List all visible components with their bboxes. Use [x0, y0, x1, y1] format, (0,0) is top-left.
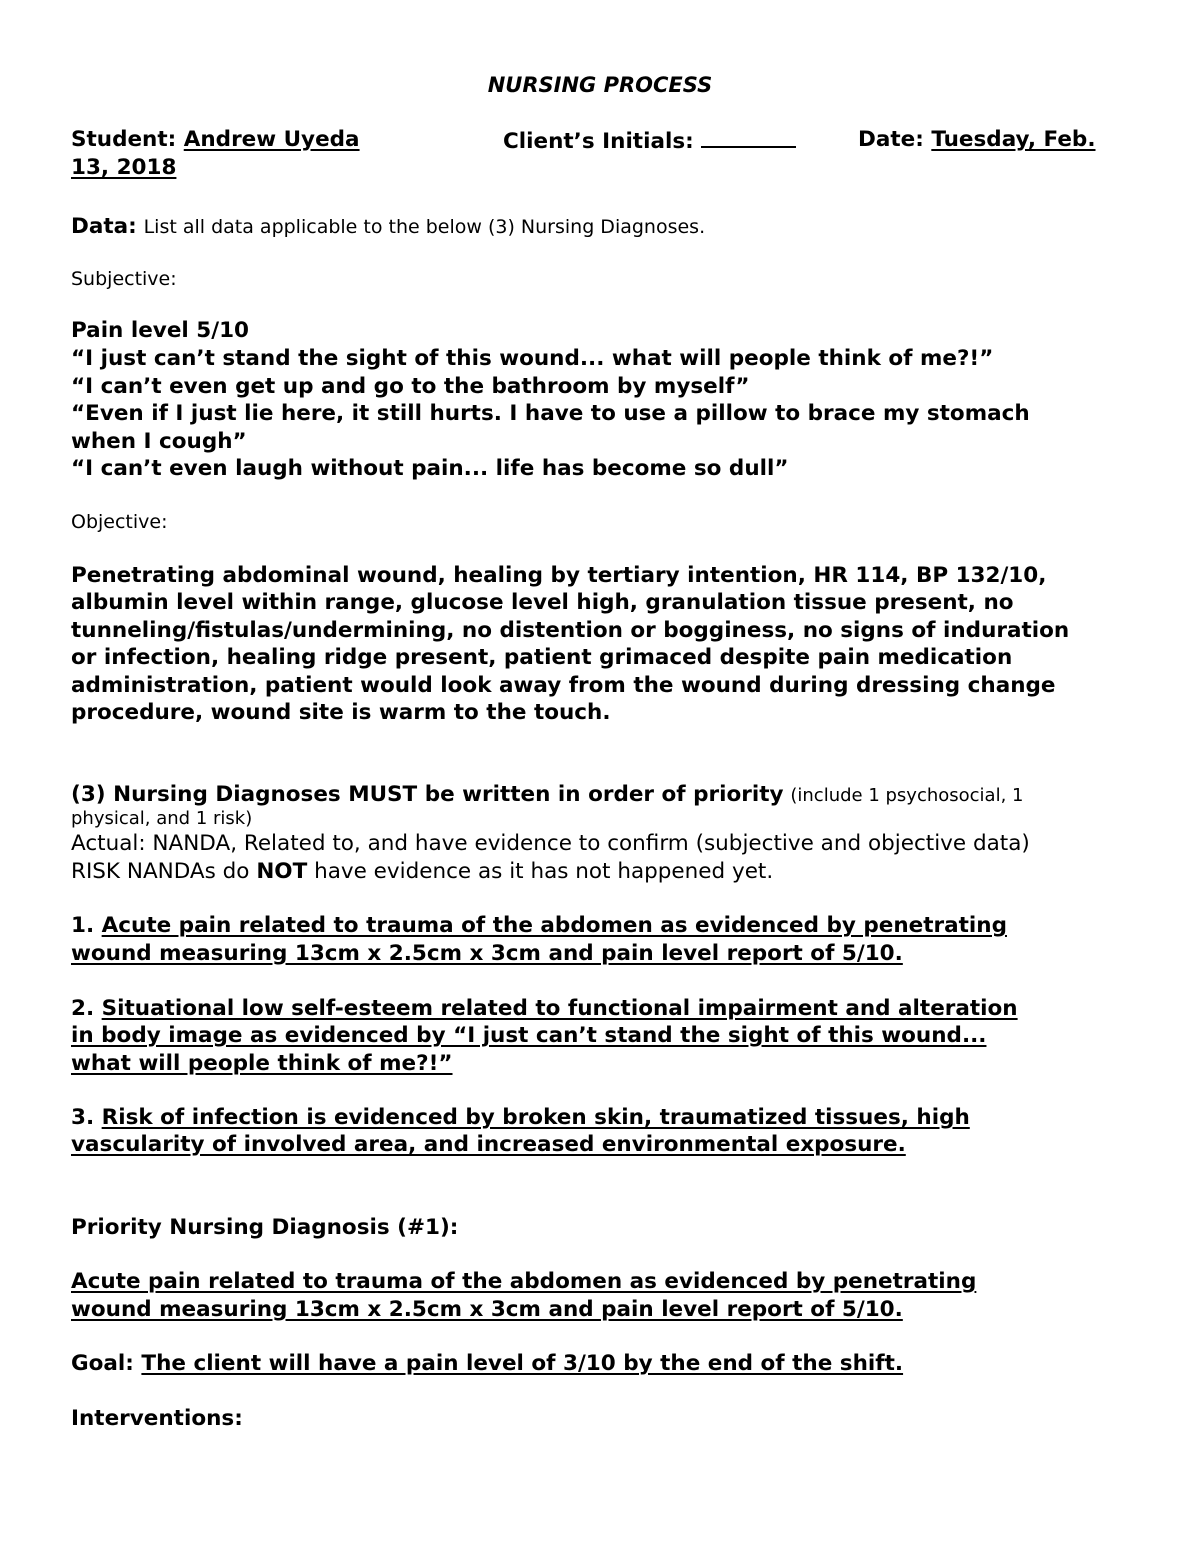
diagnoses-heading-row	[71, 781, 1023, 809]
priority-text: wound measuring 13cm x 2.5cm x 3cm and pain level report of 5/10.	[71, 1297, 903, 1322]
diagnosis-text: Acute pain related to trauma of the abdomen as evidenced by penetrating	[101, 913, 1007, 938]
risk-suffix: have evidence as it has not happened yet.	[314, 859, 774, 884]
diagnosis-number: 1.	[71, 913, 95, 938]
client-initials-label: Client’s Initials:	[503, 129, 694, 154]
student-name: Andrew Uyeda	[183, 127, 360, 152]
date-field	[858, 126, 1096, 153]
diagnosis-number: 2.	[71, 996, 95, 1021]
diagnosis-text: Risk of infection is evidenced by broken skin, traumatized tissues, high	[101, 1105, 970, 1130]
goal-row	[71, 1350, 903, 1377]
priority-label: Priority Nursing Diagnosis (#1):	[71, 1215, 459, 1240]
goal-label: Goal:	[71, 1351, 134, 1376]
goal-text: The client will have a pain level of 3/10 by the end of the shift.	[141, 1351, 904, 1376]
diagnosis-3	[71, 1104, 970, 1131]
diagnosis-text: wound measuring 13cm x 2.5cm x 3cm and pain level report of 5/10.	[71, 941, 903, 966]
diagnosis-number: 3.	[71, 1105, 95, 1130]
objective-label: Objective:	[71, 511, 168, 533]
subjective-line: Pain level 5/10	[71, 318, 249, 343]
subjective-label: Subjective:	[71, 268, 177, 290]
diagnosis-2	[71, 995, 1018, 1022]
diagnosis-text: Situational low self-esteem related to functional impairment and alteration	[101, 996, 1018, 1021]
diagnoses-heading-note-2: physical, and 1 risk)	[71, 808, 253, 829]
subjective-line: “Even if I just lie here, it still hurts. I have to use a pillow to brace my stomach	[71, 401, 1030, 426]
objective-text: Penetrating abdominal wound, healing by tertiary intention, HR 114, BP 132/10, albumin level within range, glucose level high, granulation tissue present, no tunneling/fistulas/undermining, no distention or bogginess, no signs of induration or infection, healing ridge present, patient grimaced despite pain medication administration, patient would look away from the wound during dressing change procedure, wound site is warm to the touch.	[71, 563, 1070, 726]
diagnosis-text: what will people think of me?!”	[71, 1051, 453, 1076]
data-label: Data:	[71, 214, 137, 239]
data-instruction: List all data applicable to the below (3) Nursing Diagnoses.	[143, 216, 706, 238]
subjective-line: when I cough”	[71, 429, 247, 454]
interventions-label: Interventions:	[71, 1406, 243, 1431]
diagnosis-text: in body image as evidenced by “I just can’t stand the sight of this wound...	[71, 1023, 987, 1048]
data-row	[71, 213, 705, 241]
diagnoses-heading: (3) Nursing Diagnoses MUST be written in order of priority	[71, 782, 784, 807]
risk-line	[71, 858, 773, 885]
client-initials	[503, 126, 796, 155]
student-label: Student:	[71, 127, 177, 152]
subjective-line: “I can’t even get up and go to the bathroom by myself”	[71, 374, 750, 399]
date-value-line2: 13, 2018	[71, 155, 177, 180]
document-title: NURSING PROCESS	[487, 73, 713, 97]
diagnoses-heading-note: (include 1 psychosocial, 1	[790, 785, 1024, 806]
date-label: Date:	[858, 127, 924, 152]
diagnosis-1	[71, 912, 1007, 939]
header-row	[71, 126, 360, 153]
risk-not: NOT	[256, 859, 308, 884]
priority-text: Acute pain related to trauma of the abdomen as evidenced by penetrating	[71, 1269, 977, 1294]
actual-line: Actual: NANDA, Related to, and have evidence to confirm (subjective and objective data)	[71, 831, 1030, 856]
subjective-line: “I can’t even laugh without pain... life has become so dull”	[71, 456, 789, 481]
client-initials-blank	[701, 126, 796, 148]
diagnosis-text: vascularity of involved area, and increased environmental exposure.	[71, 1132, 906, 1157]
risk-prefix: RISK NANDAs do	[71, 859, 250, 884]
subjective-line: “I just can’t stand the sight of this wound... what will people think of me?!”	[71, 346, 994, 371]
date-value-line1: Tuesday, Feb.	[931, 127, 1096, 152]
